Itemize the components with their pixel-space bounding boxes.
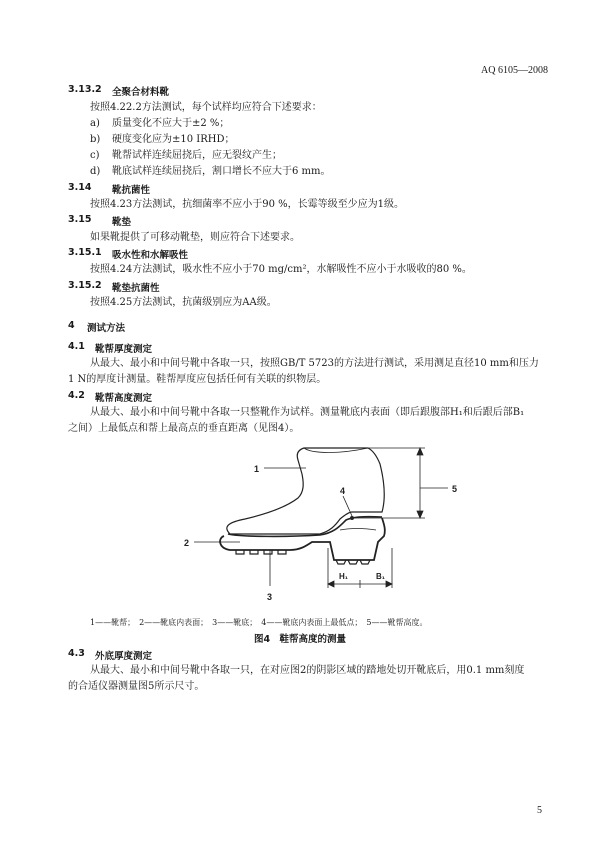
dim-label-h1: H₁ — [339, 572, 349, 581]
section-4-1-text-line2: 1 N的厚度计测量。鞋帮厚度应包括任何有关联的织物层。 — [68, 374, 327, 385]
boot-drawing — [180, 438, 480, 610]
section-4-2-title: 靴帮高度测定 — [95, 393, 153, 404]
list-item-text: 硬度变化应为±10 IRHD； — [112, 134, 235, 145]
figure-4-legend: 1——靴帮； 2——靴底内表面； 3——靴底； 4——靴底内表面上最低点； 5——靴帮高度。 — [90, 618, 428, 627]
document-number: AQ 6105—2008 — [481, 65, 548, 76]
section-3-15-2-text: 按照4.25方法测试，抗菌级别应为AA级。 — [90, 297, 277, 308]
callout-1: 1 — [254, 464, 260, 474]
section-3-13-2-title: 全聚合材料靴 — [112, 87, 170, 98]
list-item-marker: a) — [90, 118, 100, 129]
section-4-2-text-line1: 从最大、最小和中间号靴中各取一只整靴作为试样。测量靴底内表面（即后跟腹部H₁和后跟后部B₁ — [90, 407, 525, 418]
section-4-3-title: 外底厚度测定 — [95, 651, 153, 662]
section-3-15-1-title: 吸水性和水解吸性 — [112, 250, 189, 261]
section-4-3-text-line1: 从最大、最小和中间号靴中各取一只，在对应图2的阴影区域的踏地处切开靴底后，用0.1 mm刻度 — [90, 665, 525, 676]
figure-4-boot-diagram — [180, 438, 480, 610]
section-3-15-number: 3.15 — [68, 214, 92, 225]
list-item-text: 靴底试样连续屈挠后，割口增长不应大于6 mm。 — [112, 166, 331, 177]
callout-2: 2 — [184, 538, 190, 548]
list-item-marker: b) — [90, 134, 101, 145]
section-4-3-number: 4.3 — [68, 648, 85, 659]
section-4-title: 测试方法 — [87, 323, 126, 334]
list-item-text: 靴帮试样连续屈挠后，应无裂纹产生； — [112, 150, 282, 161]
list-item-text: 质量变化不应大于±2 %； — [112, 118, 230, 129]
section-4-number: 4 — [68, 320, 75, 331]
list-item-marker: d) — [90, 166, 101, 177]
section-3-15-title: 靴垫 — [112, 217, 132, 228]
figure-4-caption: 图4 鞋帮高度的测量 — [253, 634, 347, 645]
section-4-1-number: 4.1 — [68, 341, 85, 352]
section-3-14-number: 3.14 — [68, 182, 92, 193]
section-4-3-text-line2: 的合适仪器测量图5所示尺寸。 — [68, 681, 205, 692]
list-item-marker: c) — [90, 150, 100, 161]
section-4-1-title: 靴帮厚度测定 — [95, 344, 153, 355]
section-4-2-number: 4.2 — [68, 390, 85, 401]
boot-upper-outline — [227, 448, 384, 534]
section-4-2-text-line2: 之间）上最低点和帮上最高点的垂直距离（见图4）。 — [68, 423, 300, 434]
section-3-15-1-number: 3.15.1 — [68, 247, 102, 258]
section-3-15-text: 如果靴提供了可移动靴垫，则应符合下述要求。 — [90, 232, 300, 243]
section-3-14-title: 靴抗菌性 — [112, 185, 151, 196]
callout-4: 4 — [340, 486, 346, 496]
section-3-15-1-text: 按照4.24方法测试，吸水性不应小于70 mg/cm²，水解吸性不应小于水吸收的80 %。 — [90, 264, 472, 275]
section-3-15-2-title: 靴垫抗菌性 — [112, 283, 160, 294]
callout-5: 5 — [452, 484, 458, 494]
section-3-14-text: 按照4.23方法测试，抗细菌率不应小于90 %，长霉等级至少应为1级。 — [90, 199, 405, 210]
boot-sole — [220, 518, 385, 560]
page-number: 5 — [537, 805, 542, 816]
section-3-13-2-intro: 按照4.22.2方法测试，每个试样均应符合下述要求： — [90, 102, 322, 113]
section-4-1-text-line1: 从最大、最小和中间号靴中各取一只，按照GB/T 5723的方法进行测试，采用测足直径10 mm和压力 — [90, 358, 539, 369]
section-3-15-2-number: 3.15.2 — [68, 280, 102, 291]
dim-label-b1: B₁ — [376, 572, 386, 581]
section-3-13-2-number: 3.13.2 — [68, 84, 102, 95]
callout-3: 3 — [267, 592, 273, 602]
